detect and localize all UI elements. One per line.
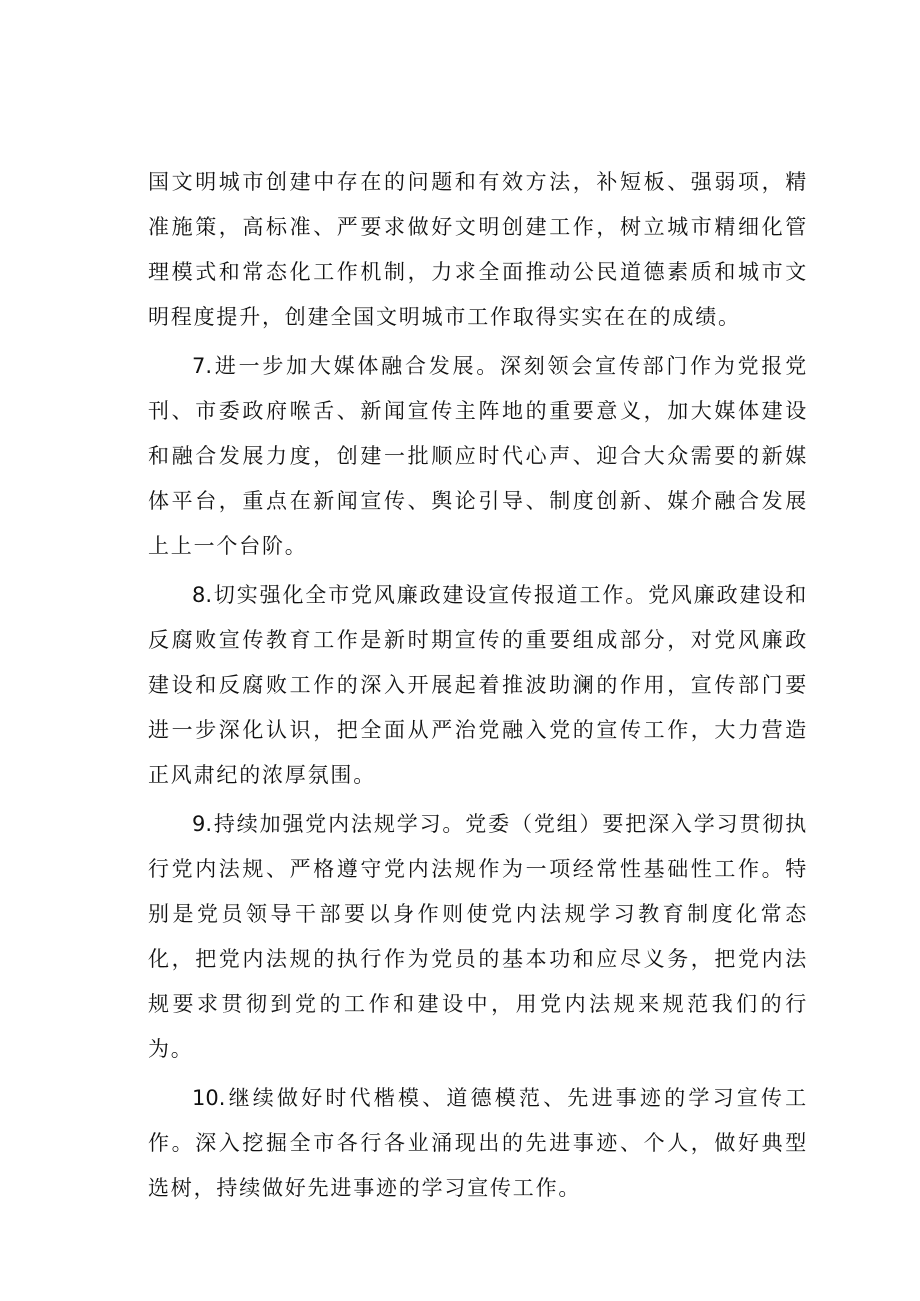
paragraph-item-8 <box>148 573 808 798</box>
paragraph-item-9 <box>148 802 808 1072</box>
item-number: 8 <box>192 583 206 607</box>
paragraph-item-7 <box>148 344 808 569</box>
paragraph-text: .继续做好时代楷模、道德模范、先进事迹的学习宣传工作。深入挖掘全市各行各业涌现出的先进事迹、个人，做好典型选树，持续做好先进事迹的学习宣传工作。 <box>148 1086 808 1200</box>
paragraph-text: .持续加强党内法规学习。党委（党组）要把深入学习贯彻执行党内法规、严格遵守党内法规作为一项经常性基础性工作。特别是党员领导干部要以身作则使党内法规学习教育制度化常态化，把党内法规的执行作为党员的基本功和应尽义务，把党内法规要求贯彻到党的工作和建设中，用党内法规来规范我们的行为。 <box>148 812 808 1061</box>
paragraph-text: .进一步加大媒体融合发展。深刻领会宣传部门作为党报党刊、市委政府喉舌、新闻宣传主阵地的重要意义，加大媒体建设和融合发展力度，创建一批顺应时代心声、迎合大众需要的新媒体平台，重点在新闻宣传、舆论引导、制度创新、媒介融合发展上上一个台阶。 <box>148 354 808 558</box>
paragraph-item-10 <box>148 1076 808 1211</box>
item-number: 7 <box>192 354 206 378</box>
paragraph-continued <box>148 160 808 340</box>
paragraph-text: .切实强化全市党风廉政建设宣传报道工作。党风廉政建设和反腐败宣传教育工作是新时期宣传的重要组成部分，对党风廉政建设和反腐败工作的深入开展起着推波助澜的作用，宣传部门要进一步深化认识，把全面从严治党融入党的宣传工作，大力营造正风肃纪的浓厚氛围。 <box>148 583 808 787</box>
item-number: 9 <box>192 812 206 836</box>
paragraph-text: 国文明城市创建中存在的问题和有效方法，补短板、强弱项，精准施策，高标准、严要求做好文明创建工作，树立城市精细化管理模式和常态化工作机制，力求全面推动公民道德素质和城市文明程度提升，创建全国文明城市工作取得实实在在的成绩。 <box>148 170 808 329</box>
item-number: 10 <box>192 1086 219 1110</box>
document-body <box>148 160 808 1215</box>
